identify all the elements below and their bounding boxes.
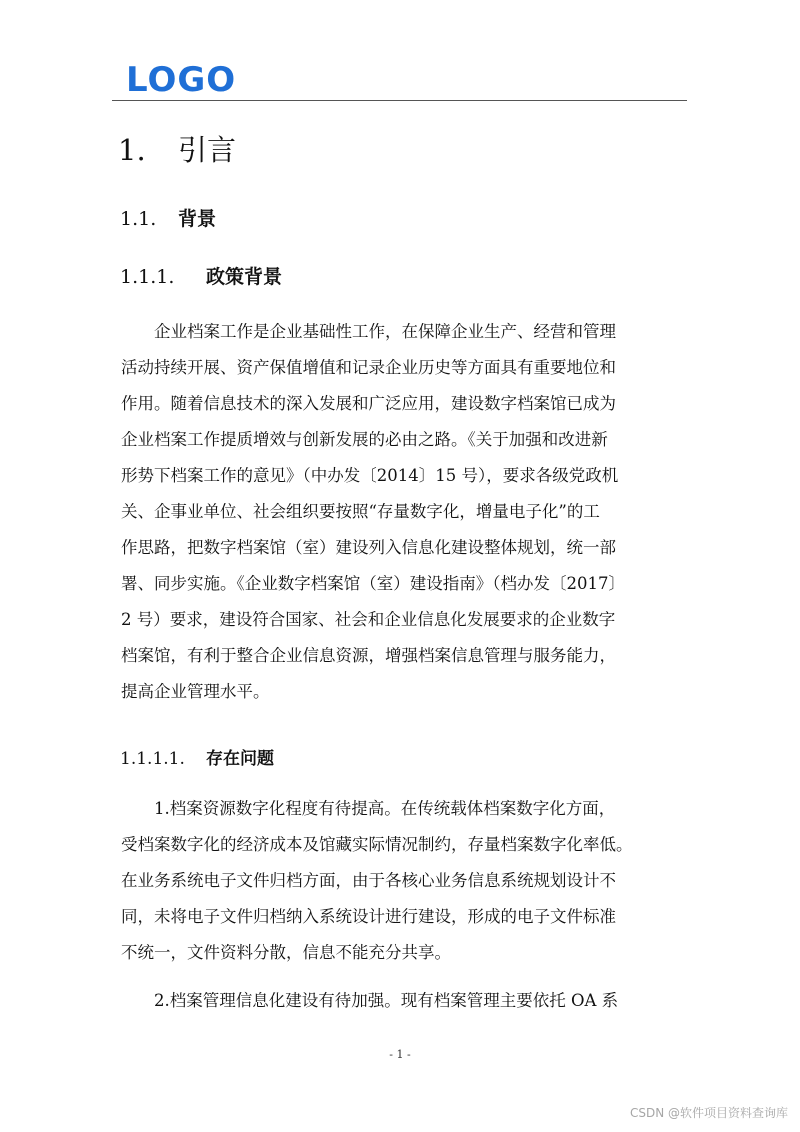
heading-number: 1.1.1.1. [120,749,185,769]
text-line: 企业档案工作提质增效与创新发展的必由之路。《关于加强和改进新 [121,430,608,449]
text-line: 作思路，把数字档案馆（室）建设列入信息化建设整体规划，统一部 [121,538,616,557]
heading-level-1 [118,130,236,170]
text-line: 档案馆，有利于整合企业信息资源，增强档案信息管理与服务能力， [121,646,616,665]
heading-level-2 [120,205,216,233]
heading-title: 背景 [178,208,217,230]
heading-title: 政策背景 [206,266,283,288]
heading-number: 1. [118,133,146,167]
heading-title: 引言 [178,133,237,167]
text-line: 关、企事业单位、社会组织要按照“存量数字化，增量电子化”的工 [121,502,600,521]
company-logo: LOGO [126,60,237,100]
heading-level-4 [120,745,274,773]
text-line: 同，未将电子文件归档纳入系统设计进行建设，形成的电子文件标准 [121,907,616,926]
text-line: 提高企业管理水平。 [121,682,270,701]
text-line: 形势下档案工作的意见》（中办发〔2014〕15 号），要求各级党政机 [121,466,619,485]
paragraph-problem-2 [121,983,691,1019]
page-number: - 1 - [389,1048,411,1061]
text-line: 活动持续开展、资产保值增值和记录企业历史等方面具有重要地位和 [121,358,616,377]
text-line: 在业务系统电子文件归档方面，由于各核心业务信息系统规划设计不 [121,871,616,890]
heading-number: 1.1. [120,208,157,230]
heading-level-3 [120,263,282,291]
header-divider [112,100,687,101]
text-line: 2.档案管理信息化建设有待加强。现有档案管理主要依托 OA 系 [154,991,619,1010]
text-line: 受档案数字化的经济成本及馆藏实际情况制约，存量档案数字化率低。 [121,835,633,854]
paragraph-policy-background [121,314,691,710]
heading-number: 1.1.1. [120,266,175,288]
text-line: 不统一，文件资料分散，信息不能充分共享。 [121,943,451,962]
paragraph-problem-1 [121,791,691,971]
text-line: 作用。随着信息技术的深入发展和广泛应用，建设数字档案馆已成为 [121,394,616,413]
heading-title: 存在问题 [206,749,274,769]
text-line: 1.档案资源数字化程度有待提高。在传统载体档案数字化方面， [154,799,616,818]
text-line: 企业档案工作是企业基础性工作，在保障企业生产、经营和管理 [154,322,616,341]
watermark: CSDN @软件项目资料查询库 [629,1106,788,1120]
text-line: 2 号）要求，建设符合国家、社会和企业信息化发展要求的企业数字 [121,610,616,629]
text-line: 署、同步实施。《企业数字档案馆（室）建设指南》（档办发〔2017〕 [121,574,625,593]
